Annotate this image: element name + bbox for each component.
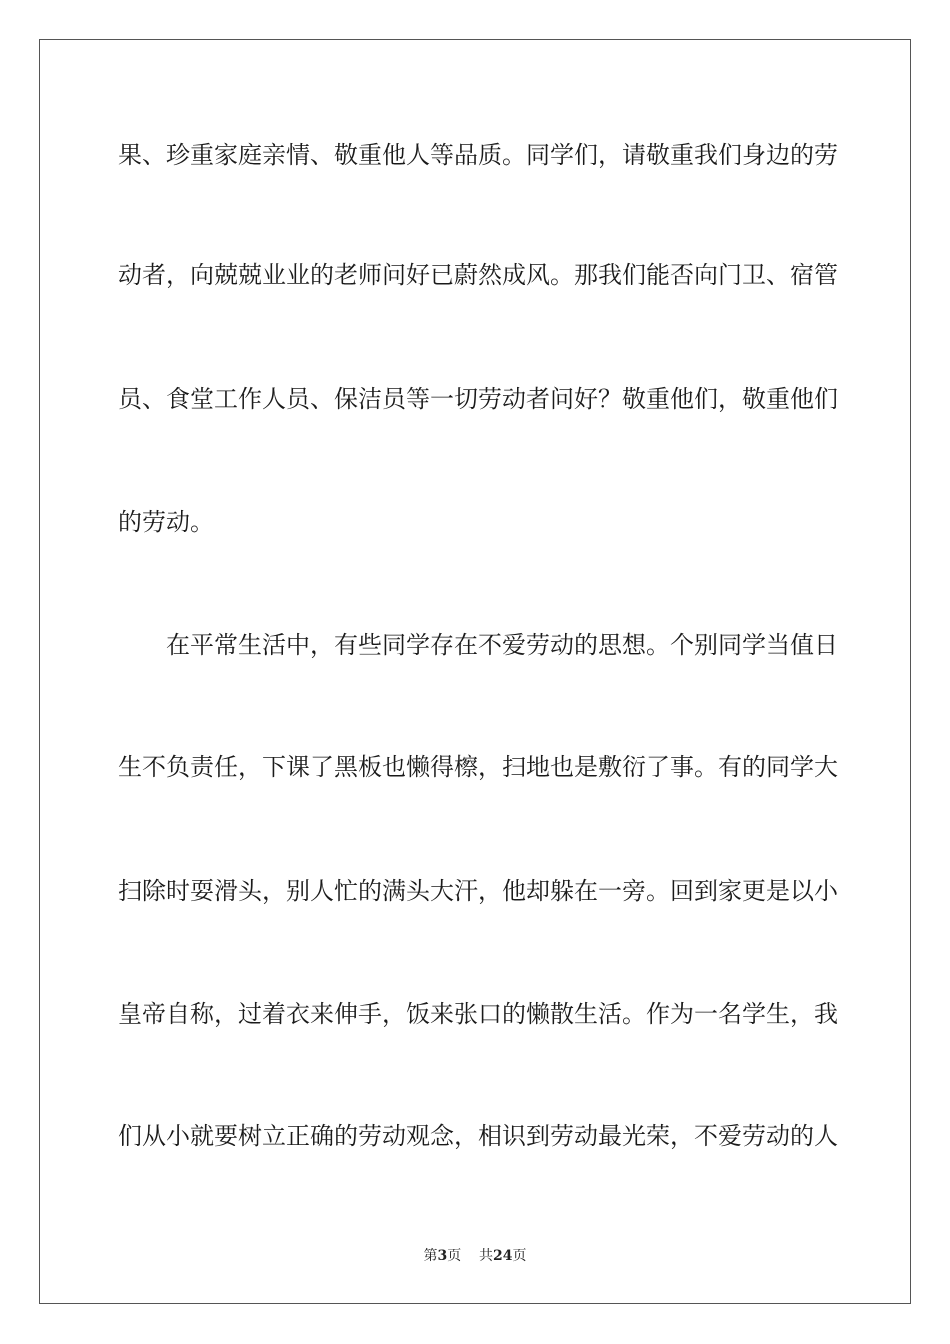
total-suffix: 页 [512, 1248, 527, 1264]
page-prefix: 第 [423, 1248, 438, 1264]
text-line: 皇帝自称，过着衣来伸手，饭来张口的懒散生活。作为一名学生，我 [118, 1000, 838, 1028]
text-line: 在平常生活中，有些同学存在不爱劳动的思想。个别同学当值日 [166, 631, 838, 659]
total-pages: 24 [493, 1248, 513, 1264]
text-line: 的劳动。 [118, 508, 214, 536]
page-number: 3 [437, 1248, 448, 1264]
text-line: 动者，向兢兢业业的老师问好已蔚然成风。那我们能否向门卫、宿管 [118, 261, 838, 289]
text-line: 果、珍重家庭亲情、敬重他人等品质。同学们，请敬重我们身边的劳 [118, 141, 838, 169]
page-footer [0, 1246, 950, 1266]
text-line: 生不负责任，下课了黑板也懒得檫，扫地也是敷衍了事。有的同学大 [118, 753, 838, 781]
page-border [39, 39, 911, 1304]
text-line: 们从小就要树立正确的劳动观念，相识到劳动最光荣，不爱劳动的人 [118, 1122, 838, 1150]
total-prefix: 共 [479, 1248, 494, 1264]
text-line: 扫除时耍滑头，别人忙的满头大汗，他却躲在一旁。回到家更是以小 [118, 877, 838, 905]
text-line: 员、食堂工作人员、保洁员等一切劳动者问好？敬重他们，敬重他们 [118, 385, 838, 413]
page-suffix: 页 [447, 1248, 462, 1264]
